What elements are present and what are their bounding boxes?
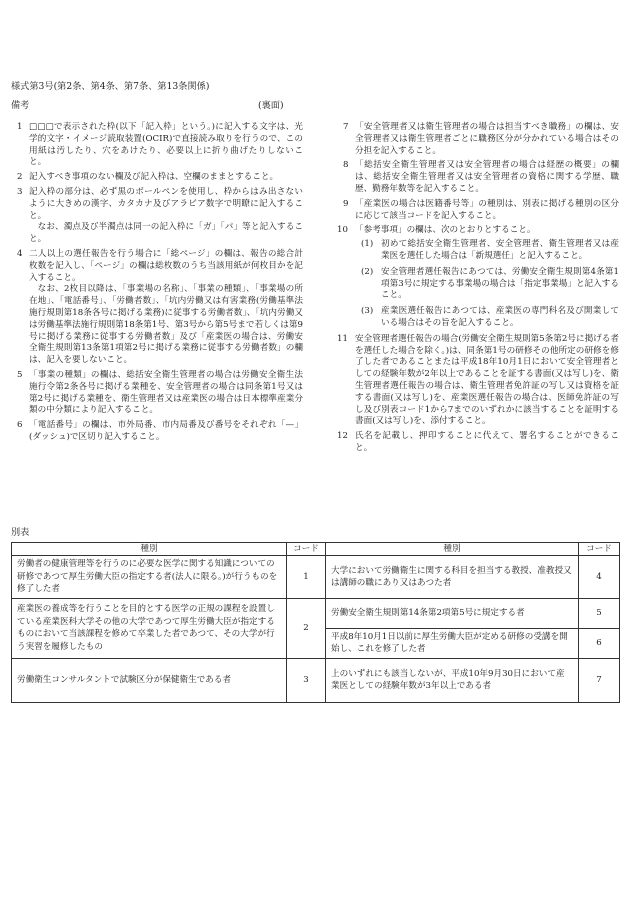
kind-cell: 産業医の養成等を行うことを目的とする医学の正規の課程を設置している産業医科大学その他の大学であつて厚生労働大臣が指定するものにおいて当該課程を修めて卒業した者であつて、その大学が行う実習を履修したもの	[12, 598, 287, 658]
remark-subitem	[355, 267, 619, 302]
remark-number: 3	[17, 186, 23, 197]
code-cell: 7	[579, 658, 620, 702]
subitem-number: (1)	[361, 239, 374, 250]
code-cell: 3	[287, 658, 326, 702]
remark-item	[11, 172, 303, 184]
remark-item	[11, 187, 303, 246]
remark-item	[11, 420, 303, 444]
kind-header: 種別	[326, 543, 579, 556]
remark-number: 12	[337, 431, 348, 442]
remark-text: 氏名を記載し、押印することに代えて、署名することができること。	[355, 431, 619, 453]
remark-number: 1	[17, 122, 23, 132]
code-cell: 4	[579, 556, 620, 598]
remark-number: 11	[337, 333, 348, 344]
remark-number: 2	[17, 172, 23, 183]
remark-text: 記入枠の部分は、必ず黒のボールペンを使用し、枠からはみ出さないように大きめの漢字、カタカナ及びアラビア数字で明瞭に記入すること。	[29, 186, 303, 221]
appendix-table-label: 別表	[11, 527, 30, 538]
remark-number: 8	[343, 160, 349, 171]
remark-item	[337, 122, 619, 157]
subitem-text: 初めて総括安全衛生管理者、安全管理者、衛生管理者又は産業医を選任した場合は「新規選任」と記入すること。	[381, 239, 619, 261]
remark-item	[11, 249, 303, 367]
kind-cell: 労働安全衛生規則第14条第2項第5号に規定する者	[326, 598, 579, 628]
remark-text: 「産業医の場合は医籍番号等」の種別は、別表に掲げる種別の区分に応じて該当コードを記入すること。	[355, 198, 619, 221]
table-row	[12, 658, 620, 702]
remark-number: 10	[337, 225, 348, 236]
remark-item	[337, 160, 619, 195]
remark-number: 7	[343, 122, 349, 132]
remark-text: 二人以上の選任報告を行う場合に「総ページ」の欄は、報告の総合計枚数を記入し、「ページ」の欄は総枚数のうち当該用紙が何枚目かを記入すること。	[29, 248, 303, 283]
remark-text: なお、2枚目以降は、「事業場の名称」、「事業の種類」、「事業場の所在地」、「電話番号」、「労働者数」、「坑内労働又は有害業務(労働基準法施行規則第18条各号に掲げる業務)に従事する労働者数」、「坑内労働又は労働基準法施行規則第18条第1号、第3号から第5号まで若しくは第9号に掲げる業務に従事する労働者数」及び「産業医の場合は、労働安全衛生規則第13条第1項第2号に掲げる業務に従事する労働者数」の欄は、記入を要しないこと。	[29, 284, 303, 366]
subitem-number: (3)	[361, 306, 374, 317]
remark-text: 「安全管理者又は衛生管理者の場合は担当すべき職務」の欄は、安全管理者又は衛生管理者ごとに職務区分が分かれている場合はその分担を記入すること。	[355, 122, 619, 156]
remark-text: 「参考事項」の欄は、次のとおりとすること。	[355, 225, 536, 236]
table-row	[12, 556, 620, 598]
remarks-left-column	[11, 122, 303, 447]
remark-item	[337, 199, 619, 223]
remark-item	[11, 122, 303, 169]
subitem-text: 産業医選任報告にあつては、産業医の専門科名及び開業している場合はその旨を記入すること。	[381, 306, 619, 328]
reverse-side-label: (裏面)	[258, 100, 284, 111]
code-header: コード	[579, 543, 620, 556]
form-header: 様式第3号(第2条、第4条、第7条、第13条関係)	[11, 81, 210, 92]
table-row	[12, 598, 620, 628]
remark-subitem	[355, 306, 619, 330]
remark-text: 「総括安全衛生管理者又は安全管理者の場合は経歴の概要」の欄は、総括安全衛生管理者又は安全管理者の資格に関する学歴、職歴、勤務年数等を記入すること。	[355, 160, 619, 194]
subitem-number: (2)	[361, 266, 374, 277]
kind-cell: 労働衛生コンサルタントで試験区分が保健衛生である者	[12, 658, 287, 702]
remark-text: 記入すべき事項のない欄及び記入枠は、空欄のままとすること。	[29, 172, 279, 183]
kind-header: 種別	[12, 543, 287, 556]
remark-item	[11, 370, 303, 417]
code-cell: 1	[287, 556, 326, 598]
table-header-row	[12, 543, 620, 556]
remark-text: 安全管理者選任報告の場合(労働安全衛生規則第5条第2号に掲げる者を選任した場合を除く。)は、同条第1号の研修その他所定の研修を修了した者であることまたは平成18年10月1日において安全管理者としての経験年数が2年以上であることを証する書面(又は写し)を、衛生管理者選任報告の場合は、衛生管理者免許証の写し又は資格を証する書面(又は写し)を、産業医選任報告の場合は、医師免許証の写し及び別表コード1から7までのいずれかに該当することを証明する書面(又は写し)を、添付すること。	[355, 333, 619, 427]
remark-text: 「電話番号」の欄は、市外局番、市内局番及び番号をそれぞれ「—」(ダッシュ)で区切り記入すること。	[29, 420, 303, 442]
remark-item	[337, 225, 619, 329]
remark-number: 5	[17, 369, 23, 380]
remark-number: 4	[17, 248, 23, 259]
remarks-right-column	[337, 122, 619, 458]
kind-cell: 大学において労働衛生に関する科目を担当する教授、准教授又は講師の職にあり又はあつた者	[326, 556, 579, 598]
remark-text: □□□で表示された枠(以下「記入枠」という。)に記入する文字は、光学的文字・イメージ読取装置(OCIR)で直接読み取りを行うので、この用紙は汚したり、穴をあけたり、必要以上に折り曲げたりしないこと。	[29, 122, 303, 168]
code-cell: 6	[579, 628, 620, 658]
code-cell: 5	[579, 598, 620, 628]
remark-item	[337, 431, 619, 455]
appendix-table	[11, 542, 620, 703]
code-header: コード	[287, 543, 326, 556]
remark-text: 「事業の種類」の欄は、総括安全衛生管理者の場合は労働安全衛生法施行令第2条各号に掲げる業種を、安全管理者の場合は同条第1号又は第2号に掲げる業種を、衛生管理者又は産業医の場合は日本標準産業分類の中分類により記入すること。	[29, 369, 303, 416]
remark-subitem	[355, 239, 619, 263]
kind-cell: 労働者の健康管理等を行うのに必要な医学に関する知識についての研修であつて厚生労働大臣の指定する者(法人に限る。)が行うものを修了した者	[12, 556, 287, 598]
remarks-heading: 備考	[11, 100, 30, 111]
code-cell: 2	[287, 598, 326, 658]
remark-number: 6	[17, 420, 23, 431]
remark-number: 9	[343, 198, 349, 209]
kind-cell: 平成8年10月1日以前に厚生労働大臣が定める研修の受講を開始し、これを修了した者	[326, 628, 579, 658]
remark-text: なお、濁点及び半濁点は同一の記入枠に「ガ」「パ」等と記入すること。	[29, 222, 303, 245]
subitem-text: 安全管理者選任報告にあつては、労働安全衛生規則第4条第1項第3号に規定する事業場の場合は「指定事業場」と記入すること。	[381, 266, 619, 301]
kind-cell: 上のいずれにも該当しないが、平成10年9月30日において産業医としての経験年数が3年以上である者	[326, 658, 579, 702]
remark-item	[337, 334, 619, 428]
